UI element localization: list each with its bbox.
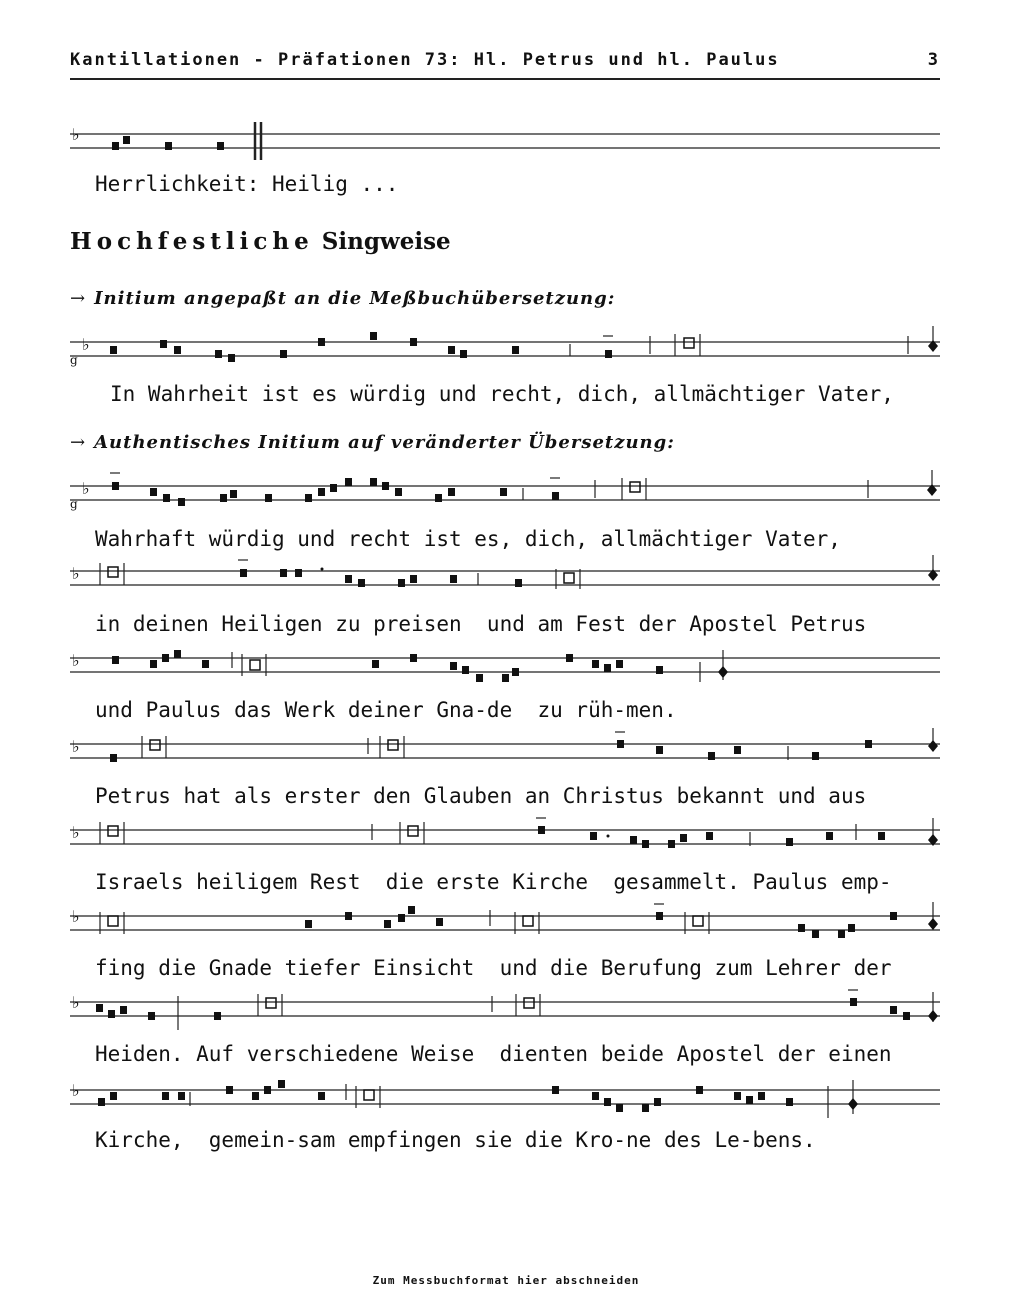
staff-3 (60, 555, 950, 615)
lyric-line-7: fing die Gnade tiefer Einsicht und die Berufung zum Lehrer der (95, 956, 892, 980)
flat-clef: ♭ (72, 823, 80, 842)
footer-cut-note: Zum Messbuchformat hier abschneiden (372, 1274, 640, 1287)
staff-2 (60, 470, 950, 530)
lyric-line-0: Herrlichkeit: Heilig ... (95, 172, 399, 196)
staff-1 (60, 326, 950, 386)
lyric-line-2: Wahrhaft würdig und recht ist es, dich, allmächtiger Vater, (95, 527, 841, 551)
staff-5 (60, 728, 950, 788)
staff-6 (60, 814, 950, 874)
page-header (70, 50, 940, 80)
lyric-line-5: Petrus hat als erster den Glauben an Christus bekannt und aus (95, 784, 867, 808)
arrow-icon: → (70, 432, 87, 453)
header-title: Kantillationen - Präfationen 73: Hl. Petrus und hl. Paulus (70, 50, 780, 70)
flat-clef: ♭ (72, 564, 80, 583)
subhead-authentic (70, 432, 675, 453)
staff-9 (60, 1074, 950, 1134)
subhead-initium (70, 288, 615, 309)
flat-clef: ♭ (72, 737, 80, 756)
subhead-initium-text: Initium angepaßt an die Meßbuchübersetzung: (94, 288, 616, 309)
flat-clef: ♭ (82, 479, 90, 498)
staff-7 (60, 900, 950, 960)
staff-0 (60, 118, 950, 178)
section-title (70, 228, 451, 255)
staff-4 (60, 642, 950, 702)
flat-clef: ♭ (72, 907, 80, 926)
lyric-line-1: In Wahrheit ist es würdig und recht, dich, allmächtiger Vater, (110, 382, 894, 406)
arrow-icon: → (70, 288, 87, 309)
flat-clef: ♭ (72, 1081, 80, 1100)
page-number: 3 (927, 50, 940, 70)
staff-8 (60, 986, 950, 1046)
section-title-rest: Singweise (321, 228, 451, 255)
flat-clef: ♭ (72, 651, 80, 670)
section-title-spaced: Hochfestliche (70, 228, 314, 255)
lyric-line-9: Kirche, gemein-sam empfingen sie die Kro-ne des Le-bens. (95, 1128, 816, 1152)
g-clef: g (70, 497, 78, 511)
subhead-authentic-text: Authentisches Initium auf veränderter Übersetzung: (94, 432, 675, 453)
lyric-line-4: und Paulus das Werk deiner Gna-de zu rüh-men. (95, 698, 677, 722)
flat-clef: ♭ (72, 993, 80, 1012)
flat-clef: ♭ (72, 125, 80, 144)
flat-clef: ♭ (82, 335, 90, 354)
lyric-line-3: in deinen Heiligen zu preisen und am Fest der Apostel Petrus (95, 612, 867, 636)
lyric-line-8: Heiden. Auf verschiedene Weise dienten beide Apostel der einen (95, 1042, 892, 1066)
lyric-line-6: Israels heiligem Rest die erste Kirche gesammelt. Paulus emp- (95, 870, 892, 894)
g-clef: g (70, 353, 78, 367)
